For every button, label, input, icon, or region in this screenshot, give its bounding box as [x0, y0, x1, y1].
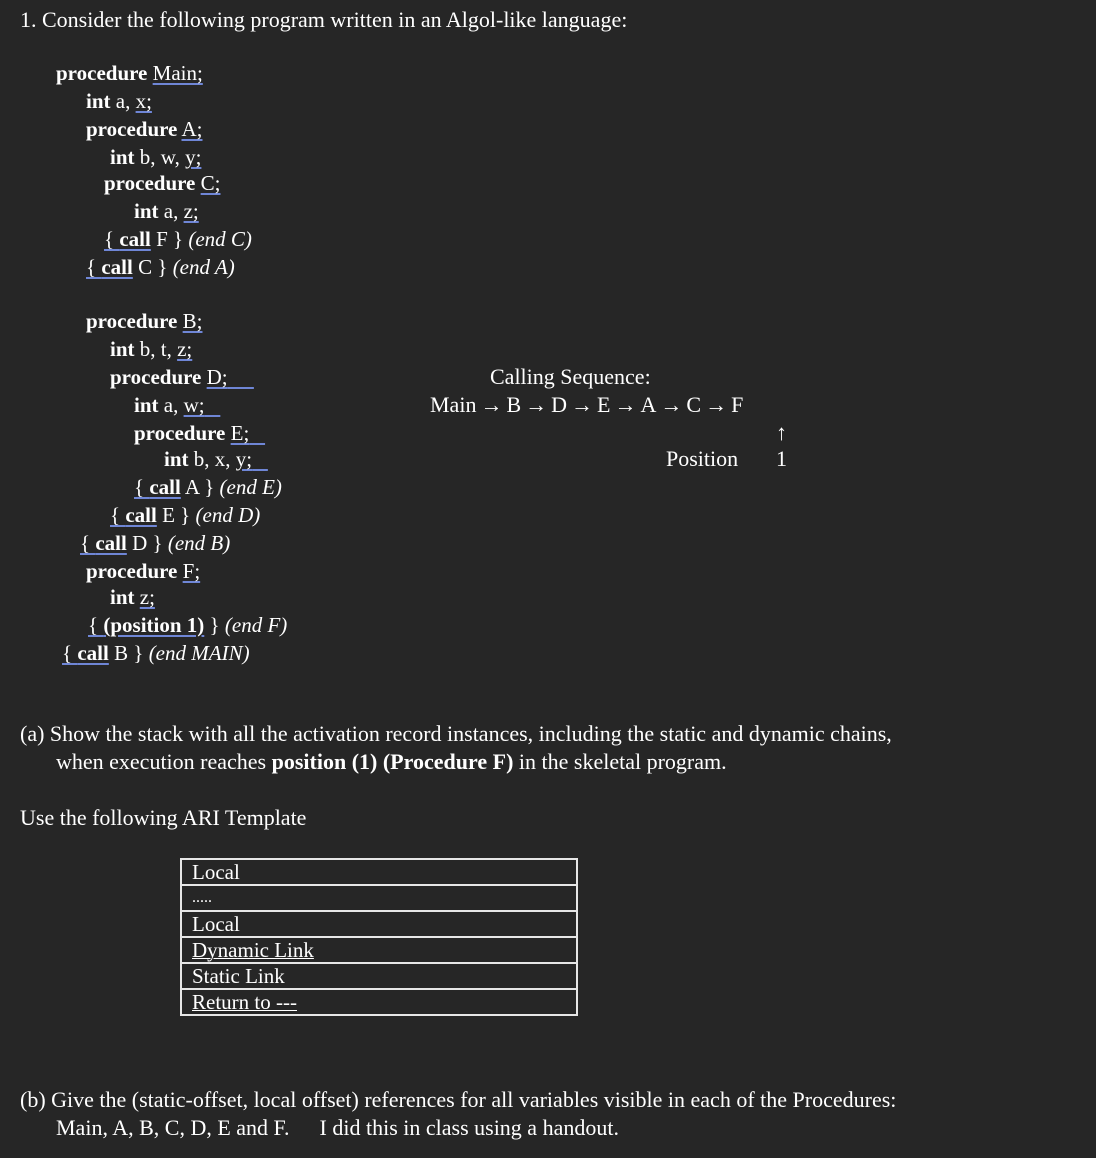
code-line: { call D } (end B): [80, 531, 231, 555]
code-line: { call B } (end MAIN): [62, 641, 250, 665]
code-line: int b, t, z;: [110, 337, 193, 361]
code-line: procedure D;: [110, 365, 228, 389]
ari-cell: Static Link: [181, 963, 577, 989]
ari-cell: .....: [181, 885, 577, 911]
code-line: { call C } (end A): [86, 255, 235, 279]
part-a-line2: when execution reaches position (1) (Procedure F) in the skeletal program.: [56, 749, 727, 774]
ari-row: [181, 937, 577, 963]
code-line: procedure Main;: [56, 61, 203, 85]
template-label: Use the following ARI Template: [20, 805, 307, 830]
code-line: { call E } (end D): [110, 503, 261, 527]
code-line: int b, x, y;: [164, 447, 253, 471]
code-line: procedure B;: [86, 309, 203, 333]
position-label: Position: [666, 446, 739, 471]
code-line: { call A } (end E): [134, 475, 282, 499]
position-value: 1: [776, 446, 787, 471]
code-line: { call F } (end C): [104, 227, 252, 251]
code-line: procedure F;: [86, 559, 201, 583]
question-header: 1. Consider the following program written in an Algol-like language:: [20, 7, 628, 32]
ari-row: [181, 989, 577, 1015]
code-line: int a, z;: [134, 199, 199, 223]
code-line: procedure E;: [134, 421, 250, 445]
calling-sequence-steps: Main → B → D → E → A → C → F: [430, 392, 744, 417]
code-line: int a, w;: [134, 393, 205, 417]
ari-cell: Local: [181, 911, 577, 937]
up-arrow-icon: ↑: [776, 420, 787, 445]
ari-row: [181, 963, 577, 989]
ari-cell: Dynamic Link: [181, 937, 577, 963]
ari-cell: Return to ---: [181, 989, 577, 1015]
calling-sequence-title: Calling Sequence:: [490, 364, 651, 389]
code-line: { (position 1) } (end F): [88, 613, 288, 637]
part-b-line2: Main, A, B, C, D, E and F. I did this in class using a handout.: [56, 1115, 619, 1140]
ari-row: [181, 885, 577, 911]
part-b-line1: (b) Give the (static-offset, local offset) references for all variables visible in each of the Procedures:: [20, 1087, 897, 1112]
code-line: int b, w, y;: [110, 145, 202, 169]
code-line: int z;: [110, 585, 155, 609]
ari-cell: Local: [181, 859, 577, 885]
ari-template-table: [180, 858, 578, 1016]
part-a-line1: (a) Show the stack with all the activation record instances, including the static and dynamic chains,: [20, 721, 892, 746]
code-line: procedure C;: [104, 171, 221, 195]
ari-row: [181, 911, 577, 937]
ari-row: [181, 859, 577, 885]
code-line: int a, x;: [86, 89, 152, 113]
code-line: procedure A;: [86, 117, 203, 141]
